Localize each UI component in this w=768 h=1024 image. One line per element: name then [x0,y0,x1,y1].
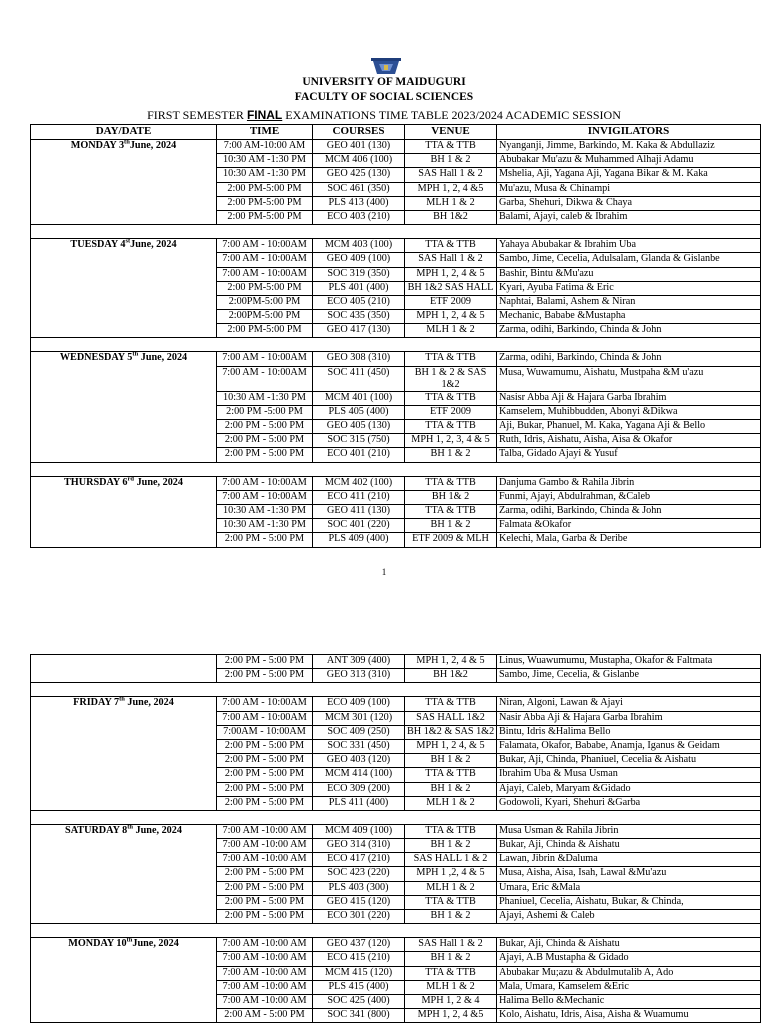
venue-cell: MPH 1, 2, 4 &5 [405,1009,497,1023]
day-date-cell: WEDNESDAY 5th June, 2024 [31,352,217,462]
venue-cell: ETF 2009 & MLH [405,533,497,547]
time-cell: 7:00 AM - 10:00AM [217,366,313,391]
table-header-row [31,125,761,140]
invigilators-cell: Kolo, Aishatu, Idris, Aisa, Aisha & Wuamumu [497,1009,761,1023]
invigilators-cell: Bashir, Bintu &Mu'azu [497,267,761,281]
time-cell: 2:00 PM - 5:00 PM [217,434,313,448]
invigilators-cell: Kelechi, Mala, Garba & Deribe [497,533,761,547]
venue-cell: TTA & TTB [405,966,497,980]
spacer-row [31,924,761,938]
column-header-time: TIME [217,125,313,140]
invigilators-cell: Ajayi, Caleb, Maryam &Gidado [497,782,761,796]
invigilators-cell: Garba, Shehuri, Dikwa & Chaya [497,196,761,210]
course-cell: MCM 409 (100) [313,824,405,838]
time-cell: 2:00 PM - 5:00 PM [217,895,313,909]
course-cell: ECO 405 (210) [313,295,405,309]
table-row [31,697,761,711]
course-cell: PLS 401 (400) [313,281,405,295]
invigilators-cell: Kyari, Ayuba Fatima & Eric [497,281,761,295]
venue-cell: MPH 1, 2, 4 & 5 [405,655,497,669]
invigilators-cell: Abubakar Mu'azu & Muhammed Alhaji Adamu [497,154,761,168]
venue-cell: TTA & TTB [405,352,497,366]
course-cell: MCM 406 (100) [313,154,405,168]
venue-cell: BH 1 & 2 [405,952,497,966]
time-cell: 10:30 AM -1:30 PM [217,519,313,533]
venue-cell: BH 1 & 2 [405,754,497,768]
venue-cell: TTA & TTB [405,824,497,838]
invigilators-cell: Linus, Wuawumumu, Mustapha, Okafor & Faltmata [497,655,761,669]
invigilators-cell: Zarma, odihi, Barkindo, Chinda & John [497,352,761,366]
venue-cell: MPH 1, 2 4, & 5 [405,739,497,753]
venue-cell: MLH 1 & 2 [405,980,497,994]
time-cell: 2:00 PM - 5:00 PM [217,448,313,462]
invigilators-cell: Bintu, Idris &Halima Bello [497,725,761,739]
table-row [31,352,761,366]
course-cell: GEO 411 (130) [313,504,405,518]
day-date-cell: THURSDAY 6rd June, 2024 [31,476,217,547]
invigilators-cell: Niran, Algoni, Lawan & Ajayi [497,697,761,711]
venue-cell: BH 1&2 [405,210,497,224]
timetable-table-page-two [30,654,761,1023]
invigilators-cell: Nasisr Abba Aji & Hajara Garba Ibrahim [497,391,761,405]
venue-cell: SAS Hall 1 & 2 [405,253,497,267]
venue-cell: TTA & TTB [405,768,497,782]
course-cell: SOC 319 (350) [313,267,405,281]
time-cell: 2:00PM-5:00 PM [217,310,313,324]
venue-cell: MLH 1 & 2 [405,796,497,810]
day-date-cell: SATURDAY 8th June, 2024 [31,824,217,923]
course-cell: MCM 402 (100) [313,476,405,490]
course-cell: SOC 435 (350) [313,310,405,324]
time-cell: 2:00 PM-5:00 PM [217,281,313,295]
course-cell: SOC 411 (450) [313,366,405,391]
venue-cell: BH 1&2 SAS HALL [405,281,497,295]
day-date-cell: TUESDAY 4stJune, 2024 [31,239,217,338]
course-cell: ANT 309 (400) [313,655,405,669]
invigilators-cell: Yahaya Abubakar & Ibrahim Uba [497,239,761,253]
page-number: 1 [381,567,387,577]
invigilators-cell: Abubakar Mu;azu & Abdulmutalib A, Ado [497,966,761,980]
faculty-name: FACULTY OF SOCIAL SCIENCES [294,91,474,103]
table-row [31,938,761,952]
day-date-cell: FRIDAY 7th June, 2024 [31,697,217,811]
venue-cell: BH 1 & 2 [405,519,497,533]
invigilators-cell: Mu'azu, Musa & Chinampi [497,182,761,196]
invigilators-cell: Ibrahim Uba & Musa Usman [497,768,761,782]
venue-cell: BH 1 & 2 [405,154,497,168]
course-cell: GEO 417 (130) [313,324,405,338]
table-row [31,824,761,838]
time-cell: 2:00 PM-5:00 PM [217,324,313,338]
course-cell: MCM 301 (120) [313,711,405,725]
invigilators-cell: Aji, Bukar, Phanuel, M. Kaka, Yagana Aji & Bello [497,420,761,434]
venue-cell: MPH 1, 2, 4 & 5 [405,310,497,324]
invigilators-cell: Bukar, Aji, Chinda, Phaniuel, Cecelia & Aishatu [497,754,761,768]
invigilators-cell: Zarma, odihi, Barkindo, Chinda & John [497,504,761,518]
time-cell: 7:00 AM -10:00 AM [217,853,313,867]
time-cell: 2:00PM-5:00 PM [217,295,313,309]
invigilators-cell: Umara, Eric &Mala [497,881,761,895]
invigilators-cell: Godowoli, Kyari, Shehuri &Garba [497,796,761,810]
timetable-title: FIRST SEMESTER FINAL EXAMINATIONS TIME TABLE 2023/2024 ACADEMIC SESSION [147,108,621,122]
time-cell: 10:30 AM -1:30 PM [217,154,313,168]
time-cell: 7:00 AM -10:00 AM [217,966,313,980]
column-header-day: DAY/DATE [31,125,217,140]
venue-cell: BH 1&2 & SAS 1&2 [405,725,497,739]
course-cell: MCM 401 (100) [313,391,405,405]
course-cell: SOC 331 (450) [313,739,405,753]
invigilators-cell: Mshelia, Aji, Yagana Aji, Yagana Bikar & M. Kaka [497,168,761,182]
course-cell: SOC 461 (350) [313,182,405,196]
time-cell: 7:00 AM - 10:00AM [217,490,313,504]
invigilators-cell: Funmi, Ajayi, Abdulrahman, &Caleb [497,490,761,504]
course-cell: GEO 415 (120) [313,895,405,909]
venue-cell: TTA & TTB [405,140,497,154]
time-cell: 7:00 AM - 10:00AM [217,352,313,366]
venue-cell: ETF 2009 [405,295,497,309]
invigilators-cell: Falamata, Okafor, Bababe, Anamja, Iganus & Geidam [497,739,761,753]
invigilators-cell: Talba, Gidado Ajayi & Yusuf [497,448,761,462]
time-cell: 7:00 AM-10:00 AM [217,140,313,154]
table-row [31,476,761,490]
invigilators-cell: Nyanganji, Jimme, Barkindo, M. Kaka & Abdullaziz [497,140,761,154]
venue-cell: MPH 1, 2, 3, 4 & 5 [405,434,497,448]
time-cell: 7:00 AM -10:00 AM [217,980,313,994]
invigilators-cell: Ajayi, Ashemi & Caleb [497,910,761,924]
time-cell: 2:00 PM - 5:00 PM [217,867,313,881]
spacer-row [31,225,761,239]
course-cell: SOC 341 (800) [313,1009,405,1023]
time-cell: 10:30 AM -1:30 PM [217,504,313,518]
venue-cell: TTA & TTB [405,504,497,518]
invigilators-cell: Sambo, Jime, Cecelia, Adulsalam, Glanda & Gislanbe [497,253,761,267]
table-row [31,239,761,253]
venue-cell: TTA & TTB [405,239,497,253]
course-cell: SOC 425 (400) [313,994,405,1008]
time-cell: 7:00 AM - 10:00AM [217,697,313,711]
course-cell: SOC 401 (220) [313,519,405,533]
spacer-row [31,338,761,352]
invigilators-cell: Danjuma Gambo & Rahila Jibrin [497,476,761,490]
time-cell: 7:00 AM -10:00 AM [217,952,313,966]
course-cell: PLS 409 (400) [313,533,405,547]
invigilators-cell: Musa, Wuwamumu, Aishatu, Mustpaha &M u'azu [497,366,761,391]
spacer-row [31,810,761,824]
invigilators-cell: Ajayi, A.B Mustapha & Gidado [497,952,761,966]
course-cell: ECO 409 (100) [313,697,405,711]
course-cell: SOC 315 (750) [313,434,405,448]
venue-cell: BH 1 & 2 & SAS 1&2 [405,366,497,391]
invigilators-cell: Zarma, odihi, Barkindo, Chinda & John [497,324,761,338]
column-header-invigilators: INVIGILATORS [497,125,761,140]
invigilators-cell: Ruth, Idris, Aishatu, Aisha, Aisa & Okafor [497,434,761,448]
course-cell: ECO 411 (210) [313,490,405,504]
time-cell: 2:00 PM - 5:00 PM [217,754,313,768]
invigilators-cell: Bukar, Aji, Chinda & Aishatu [497,839,761,853]
invigilators-cell: Naphtai, Balami, Ashem & Niran [497,295,761,309]
time-cell: 2:00 PM - 5:00 PM [217,796,313,810]
venue-cell: MLH 1 & 2 [405,196,497,210]
venue-cell: MPH 1, 2, 4 &5 [405,182,497,196]
time-cell: 10:30 AM -1:30 PM [217,391,313,405]
time-cell: 2:00 PM - 5:00 PM [217,655,313,669]
venue-cell: SAS Hall 1 & 2 [405,168,497,182]
venue-cell: MLH 1 & 2 [405,881,497,895]
time-cell: 10:30 AM -1:30 PM [217,168,313,182]
course-cell: SOC 423 (220) [313,867,405,881]
venue-cell: TTA & TTB [405,697,497,711]
time-cell: 2:00 PM-5:00 PM [217,210,313,224]
time-cell: 7:00 AM - 10:00AM [217,253,313,267]
course-cell: SOC 409 (250) [313,725,405,739]
time-cell: 2:00 PM - 5:00 PM [217,420,313,434]
venue-cell: BH 1 & 2 [405,910,497,924]
invigilators-cell: Mechanic, Bababe &Mustapha [497,310,761,324]
course-cell: PLS 413 (400) [313,196,405,210]
table-row [31,140,761,154]
venue-cell: SAS HALL 1&2 [405,711,497,725]
university-name: UNIVERSITY OF MAIDUGURI [302,76,466,88]
venue-cell: MPH 1, 2, 4 & 5 [405,267,497,281]
venue-cell: MPH 1, 2 & 4 [405,994,497,1008]
course-cell: MCM 403 (100) [313,239,405,253]
time-cell: 7:00 AM - 10:00AM [217,476,313,490]
time-cell: 2:00 PM - 5:00 PM [217,669,313,683]
time-cell: 2:00 PM - 5:00 PM [217,881,313,895]
course-cell: GEO 401 (130) [313,140,405,154]
column-header-courses: COURSES [313,125,405,140]
venue-cell: ETF 2009 [405,405,497,419]
spacer-row [31,462,761,476]
time-cell: 7:00 AM -10:00 AM [217,938,313,952]
time-cell: 2:00 PM-5:00 PM [217,196,313,210]
venue-cell: BH 1 & 2 [405,782,497,796]
day-date-cell: MONDAY 10thJune, 2024 [31,938,217,1023]
invigilators-cell: Halima Bello &Mechanic [497,994,761,1008]
venue-cell: TTA & TTB [405,476,497,490]
course-cell: GEO 308 (310) [313,352,405,366]
time-cell: 2:00 PM - 5:00 PM [217,768,313,782]
venue-cell: MLH 1 & 2 [405,324,497,338]
time-cell: 2:00 PM-5:00 PM [217,182,313,196]
spacer-row [31,683,761,697]
invigilators-cell: Kamselem, Muhibbudden, Abonyi &Dikwa [497,405,761,419]
time-cell: 7:00 AM - 10:00AM [217,239,313,253]
invigilators-cell: Balami, Ajayi, caleb & Ibrahim [497,210,761,224]
column-header-venue: VENUE [405,125,497,140]
invigilators-cell: Sambo, Jime, Cecelia, & Gislanbe [497,669,761,683]
venue-cell: TTA & TTB [405,391,497,405]
course-cell: PLS 411 (400) [313,796,405,810]
time-cell: 2:00 PM - 5:00 PM [217,533,313,547]
course-cell: GEO 314 (310) [313,839,405,853]
invigilators-cell: Bukar, Aji, Chinda & Aishatu [497,938,761,952]
time-cell: 2:00 AM - 5:00 PM [217,1009,313,1023]
day-date-cell [31,655,217,683]
university-crest-icon [367,58,405,76]
time-cell: 2:00 PM - 5:00 PM [217,782,313,796]
venue-cell: BH 1& 2 [405,490,497,504]
course-cell: ECO 415 (210) [313,952,405,966]
time-cell: 7:00 AM -10:00 AM [217,994,313,1008]
course-cell: GEO 409 (100) [313,253,405,267]
course-cell: GEO 425 (130) [313,168,405,182]
venue-cell: MPH 1 ,2, 4 & 5 [405,867,497,881]
time-cell: 7:00 AM - 10:00AM [217,267,313,281]
course-cell: ECO 301 (220) [313,910,405,924]
day-date-cell: MONDAY 3thJune, 2024 [31,140,217,225]
final-emphasis: FINAL [246,108,283,122]
time-cell: 7:00 AM -10:00 AM [217,839,313,853]
course-cell: ECO 403 (210) [313,210,405,224]
invigilators-cell: Musa, Aisha, Aisa, Isah, Lawal &Mu'azu [497,867,761,881]
invigilators-cell: Falmata &Okafor [497,519,761,533]
time-cell: 2:00 PM - 5:00 PM [217,739,313,753]
table-row [31,655,761,669]
invigilators-cell: Mala, Umara, Kamselem &Eric [497,980,761,994]
course-cell: GEO 403 (120) [313,754,405,768]
course-cell: PLS 403 (300) [313,881,405,895]
course-cell: GEO 437 (120) [313,938,405,952]
time-cell: 2:00 PM - 5:00 PM [217,910,313,924]
venue-cell: SAS HALL 1 & 2 [405,853,497,867]
course-cell: ECO 309 (200) [313,782,405,796]
course-cell: GEO 405 (130) [313,420,405,434]
course-cell: PLS 415 (400) [313,980,405,994]
invigilators-cell: Musa Usman & Rahila Jibrin [497,824,761,838]
course-cell: ECO 417 (210) [313,853,405,867]
page-two [0,600,768,1024]
venue-cell: BH 1 & 2 [405,448,497,462]
course-cell: ECO 401 (210) [313,448,405,462]
course-cell: PLS 405 (400) [313,405,405,419]
venue-cell: SAS Hall 1 & 2 [405,938,497,952]
course-cell: MCM 415 (120) [313,966,405,980]
course-cell: MCM 414 (100) [313,768,405,782]
venue-cell: TTA & TTB [405,895,497,909]
time-cell: 2:00 PM -5:00 PM [217,405,313,419]
venue-cell: BH 1 & 2 [405,839,497,853]
time-cell: 7:00 AM -10:00 AM [217,824,313,838]
venue-cell: TTA & TTB [405,420,497,434]
course-cell: GEO 313 (310) [313,669,405,683]
venue-cell: BH 1&2 [405,669,497,683]
invigilators-cell: Nasir Abba Aji & Hajara Garba Ibrahim [497,711,761,725]
invigilators-cell: Phaniuel, Cecelia, Aishatu, Bukar, & Chinda, [497,895,761,909]
time-cell: 7:00AM - 10:00AM [217,725,313,739]
invigilators-cell: Lawan, Jibrin &Daluma [497,853,761,867]
timetable-table-page-one [30,124,761,548]
time-cell: 7:00 AM - 10:00AM [217,711,313,725]
